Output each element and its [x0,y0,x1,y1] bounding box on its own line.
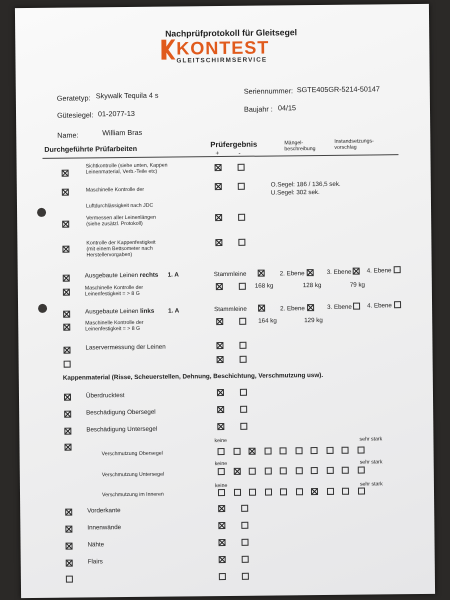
scale-high: sehr stark [359,481,383,488]
header-rule [42,154,398,159]
col-minus: - [238,149,241,157]
kappen-check[interactable] [64,411,71,418]
result-minus[interactable] [240,389,247,396]
dirt-scale-box[interactable] [280,467,287,474]
dirt-scale-box[interactable] [326,488,333,495]
dirt-scale-box[interactable] [218,448,225,455]
porosity-o-segel: O.Segel: 186 / 136,5 sek. [270,180,341,189]
result-minus[interactable] [239,283,246,290]
document-title: Nachprüfprotokoll für Gleitsegel [165,27,298,39]
dirt-scale-box[interactable] [264,448,271,455]
dirt-scale-box[interactable] [342,467,349,474]
result-plus[interactable] [219,556,226,563]
task-check[interactable] [62,170,69,177]
scale-low: keine [214,437,227,445]
task-text: Luftdurchlässigkeit nach JDC [85,202,154,210]
dirt-scale-box[interactable] [311,447,318,454]
task-text: Kontrolle der Kappenfestigkeit (mit einem Bettsometer nach Herstellervorgaben) [86,239,156,259]
scale-high: sehr stark [359,459,383,466]
seriennummer-value: SGTE405GR-5214-50147 [296,84,380,95]
logo-text: KONTEST [176,37,270,59]
logo-subtitle: GLEITSCHIRMSERVICE [176,56,268,65]
dirt-scale-box[interactable] [218,489,225,496]
dirt-scale-box[interactable] [295,488,302,495]
dirt-label: Verschmutzung im Inneren [101,491,164,499]
part-item: Vorderkante [87,507,121,515]
result-plus[interactable] [219,573,226,580]
dirt-scale-box[interactable] [218,468,225,475]
ebene3-check[interactable] [353,303,360,310]
dirt-scale-box[interactable] [249,448,256,455]
col-arbeiten: Durchgeführte Prüfarbeiten [44,144,138,154]
ebene3-label: 3. Ebene [326,268,352,276]
part-check[interactable] [65,526,72,533]
punch-hole [38,304,47,313]
col-maengel: Mängel- beschreibung [284,140,316,153]
dirt-scale-box[interactable] [326,447,333,454]
result-plus[interactable] [216,318,223,325]
result-plus[interactable] [216,283,223,290]
dirt-label: Verschmutzung Obersegel [101,450,163,458]
scale-low: keine [214,482,228,490]
laser-check[interactable] [63,347,70,354]
porosity-u-segel: U.Segel: 302 sek. [270,189,320,197]
result-minus[interactable] [238,183,245,190]
geraetetyp-label: Geratetyp: [56,93,91,103]
dirt-scale-box[interactable] [249,468,256,475]
ebene4-label: 4. Ebene [366,267,392,275]
dirt-scale-box[interactable] [295,447,302,454]
lines-left-level: 1. A [168,307,180,315]
part-check[interactable] [66,560,73,567]
result-minus[interactable] [241,522,248,529]
ebene2-label: 2. Ebene [279,270,305,278]
result-minus[interactable] [239,318,246,325]
dirt-scale-box[interactable] [233,468,240,475]
ebene3-label: 3. Ebene [327,303,352,311]
task-text: Vermessen aller Leinenlängen (siehe zusätzl. Protokoll) [86,214,156,228]
part-item: Innenwände [87,524,122,532]
col-pruefergebnis: Prüfergebnis [210,139,258,150]
strength-value: 129 kg [304,316,323,325]
guetesiegel-value: 01-2077-13 [97,108,135,119]
protocol-sheet [15,4,435,598]
result-plus[interactable] [217,406,224,413]
dirt-scale-oben [15,4,429,8]
result-plus[interactable] [217,423,224,430]
strength-value: 164 kg [258,317,277,325]
part-check[interactable] [66,543,73,550]
ebene4-check[interactable] [394,301,401,308]
scale-high: sehr stark [359,436,383,443]
lines-right-test-text: Maschinelle Kontrolle der Leinenfestigkeit = > 8 G [84,284,144,298]
dirt-scale-box[interactable] [280,488,287,495]
kappen-check[interactable] [64,428,71,435]
dirt-scale-unten [15,4,429,8]
lines-right-side: rechts [139,271,159,279]
punch-hole [37,208,46,217]
ebene4-label: 4. Ebene [367,302,392,310]
lines-left-test-check[interactable] [63,324,70,331]
dirt-scale-box[interactable] [357,447,364,454]
dirt-scale-box[interactable] [311,467,318,474]
part-item: Flairs [87,558,103,566]
seriennummer-label: Seriennummer: [243,86,293,96]
ebene4-check[interactable] [394,266,401,273]
kappen-check[interactable] [64,444,71,451]
dirt-scale-box[interactable] [233,489,240,496]
result-minus[interactable] [241,539,248,546]
result-minus[interactable] [239,342,246,349]
result-minus[interactable] [238,239,245,246]
col-plus: + [215,150,220,158]
task-text: Sichtkontrolle (siehe unten, Kappen Leinenmaterial, Verb.-Teile etc) [85,162,168,176]
result-plus[interactable] [215,183,222,190]
laser-text: Laservermessung der Leinen [85,343,166,352]
strength-value: 79 kg [349,281,366,289]
result-plus[interactable] [217,356,224,363]
lines-right-check[interactable] [63,275,70,282]
dirt-scale-innen [15,4,429,8]
strength-value: 168 kg [254,282,274,290]
stammleine-check[interactable] [258,305,265,312]
result-minus[interactable] [242,573,249,580]
result-plus[interactable] [215,239,222,246]
ebene2-check[interactable] [307,269,314,276]
col-instand: Instandsetzungs- vorschlag [334,138,374,152]
dirt-scale-box[interactable] [357,467,364,474]
guetesiegel-label: Gütesiegel: [56,110,94,120]
dirt-scale-box[interactable] [264,489,271,496]
stammleine-label: Stammleine [213,270,247,279]
result-plus[interactable] [217,389,224,396]
stammleine-label: Stammleine [214,305,247,314]
result-plus[interactable] [218,505,225,512]
kappen-item: Beschädigung Obersegel [86,408,156,417]
dirt-scale-box[interactable] [342,447,349,454]
result-plus[interactable] [218,539,225,546]
baujahr-label: Baujahr : [243,104,273,114]
kappen-check[interactable] [64,394,71,401]
result-minus[interactable] [240,406,247,413]
lines-left-test-text: Maschinelle Kontrolle der Leinenfestigkeit = > 8 G [85,319,144,333]
stammleine-check[interactable] [258,270,265,277]
dirt-scale-box[interactable] [326,467,333,474]
lines-left-side: links [140,307,155,315]
result-plus[interactable] [216,342,223,349]
result-minus[interactable] [241,505,248,512]
lines-left-check[interactable] [63,311,70,318]
logo-mark [161,40,175,62]
task-check[interactable] [62,246,69,253]
kappen-heading: Kappenmaterial (Risse, Scheuerstellen, Dehnung, Beschichtung, Verschmutzung usw). [62,371,324,382]
ebene2-check[interactable] [307,304,314,311]
dirt-scale-box[interactable] [280,447,287,454]
geraetetyp-value: Skywalk Tequila 4 s [95,90,159,101]
dirt-scale-box[interactable] [233,448,240,455]
result-minus[interactable] [242,556,249,563]
task-check[interactable] [62,189,69,196]
scale-low: keine [214,460,228,468]
kappen-item: Überdrucktest [85,392,125,400]
result-minus[interactable] [240,423,247,430]
dirt-scale-box[interactable] [264,468,271,475]
dirt-scale-box[interactable] [295,467,302,474]
baujahr-value: 04/15 [277,103,297,113]
dirt-label: Verschmutzung Untersegel [101,471,165,479]
result-plus[interactable] [215,164,222,171]
kappen-item: Beschädigung Untersegel [86,425,158,434]
empty-check[interactable] [64,361,71,368]
dirt-scale-box[interactable] [342,488,349,495]
name-label: Name: [57,130,79,140]
ebene3-check[interactable] [353,268,360,275]
lines-right-level: 1. A [167,271,179,279]
lines-left-label-text: Ausgebaute Leinen [85,307,139,316]
result-plus[interactable] [218,522,225,529]
result-minus[interactable] [240,356,247,363]
dirt-scale-box[interactable] [357,488,364,495]
strength-value: 128 kg [302,281,322,290]
dirt-scale-box[interactable] [311,488,318,495]
lines-right-label [85,272,159,280]
result-plus[interactable] [215,214,222,221]
result-minus[interactable] [238,164,245,171]
lines-right-test-check[interactable] [63,289,70,296]
part-check[interactable] [65,509,72,516]
lines-right-label-text: Ausgebaute Leinen [84,271,139,280]
dirt-scale-box[interactable] [249,489,256,496]
lines-left-label [85,308,154,316]
task-check[interactable] [62,221,69,228]
ebene2-label: 2. Ebene [280,305,305,313]
part-check[interactable] [66,576,73,583]
name-value: William Bras [102,127,143,138]
task-text: Maschinelle Kontrolle der [85,186,145,194]
result-minus[interactable] [238,214,245,221]
part-item: Nähte [87,541,105,549]
